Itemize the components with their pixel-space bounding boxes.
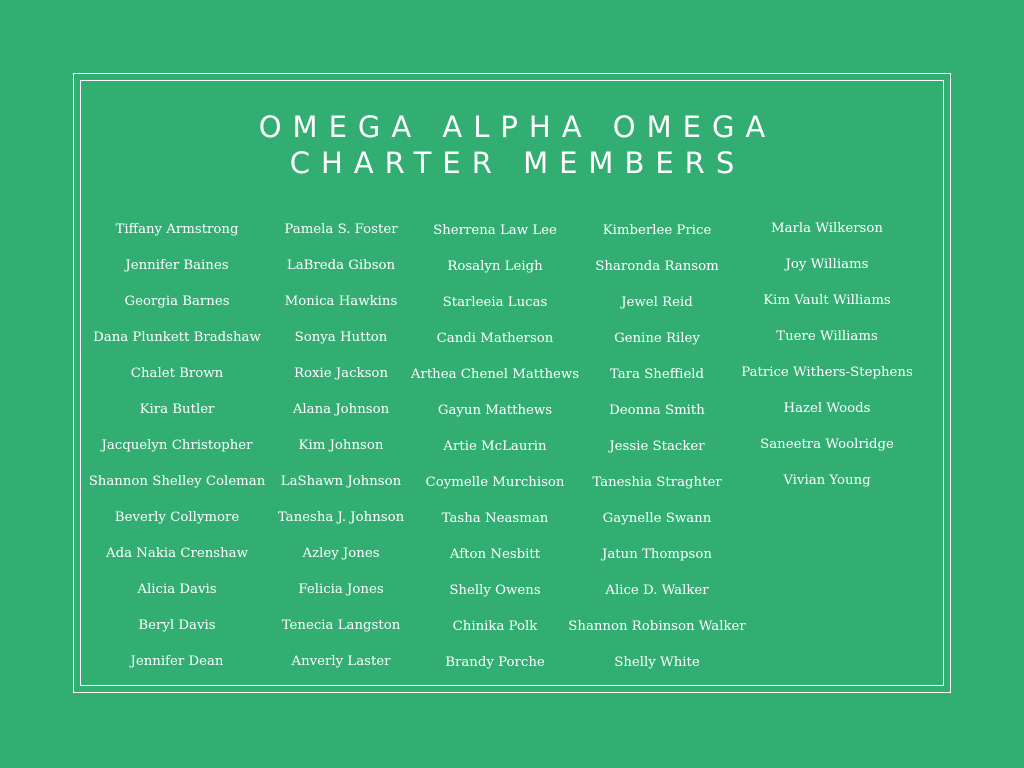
- member-name: Shelly Owens: [449, 583, 541, 598]
- title-line-2: CHARTER MEMBERS: [289, 146, 746, 180]
- member-name: LaShawn Johnson: [280, 474, 402, 489]
- member-name: Shannon Robinson Walker: [568, 619, 746, 634]
- member-name: Jewel Reid: [621, 295, 693, 310]
- member-name: Dana Plunkett Bradshaw: [93, 330, 261, 345]
- member-name: Jatun Thompson: [602, 547, 712, 562]
- member-name: Artie McLaurin: [443, 439, 547, 454]
- member-name: Beryl Davis: [138, 618, 216, 633]
- member-name: Saneetra Woolridge: [760, 437, 894, 452]
- member-name: Starleeia Lucas: [442, 295, 548, 310]
- member-name: Tuere Williams: [776, 329, 878, 344]
- member-name: Arthea Chenel Matthews: [410, 367, 580, 382]
- member-name: Candi Matherson: [436, 331, 554, 346]
- member-name: Jennifer Baines: [125, 258, 229, 273]
- member-name: Kimberlee Price: [602, 223, 712, 238]
- member-name: Jacquelyn Christopher: [101, 438, 253, 453]
- member-name: Gayun Matthews: [437, 403, 553, 418]
- member-name: Genine Riley: [614, 331, 700, 346]
- member-name: Patrice Withers-Stephens: [741, 365, 913, 380]
- member-name: Jessie Stacker: [609, 439, 705, 454]
- member-name: Joy Williams: [785, 257, 869, 272]
- member-column-4: [562, 221, 752, 689]
- member-name: Deonna Smith: [609, 403, 705, 418]
- member-name: Beverly Collymore: [114, 510, 240, 525]
- member-column-5: [732, 219, 922, 507]
- member-name: Anverly Laster: [291, 654, 391, 669]
- member-name: LaBreda Gibson: [286, 258, 396, 273]
- member-name: Sharonda Ransom: [595, 259, 719, 274]
- member-name: Ada Nakia Crenshaw: [106, 546, 248, 561]
- member-name: Vivian Young: [783, 473, 871, 488]
- member-name: Chalet Brown: [130, 366, 224, 381]
- member-name: Alana Johnson: [292, 402, 390, 417]
- member-name: Shannon Shelley Coleman: [88, 474, 266, 489]
- member-name: Alice D. Walker: [605, 583, 709, 598]
- member-name: Taneshia Straghter: [592, 475, 722, 490]
- member-name: Marla Wilkerson: [771, 221, 883, 236]
- member-name: Rosalyn Leigh: [447, 259, 543, 274]
- member-name: Sherrena Law Lee: [433, 223, 557, 238]
- member-name: Brandy Porche: [445, 655, 545, 670]
- member-name: Coymelle Murchison: [425, 475, 565, 490]
- member-name: Tara Sheffield: [609, 367, 705, 382]
- member-name: Kira Butler: [139, 402, 215, 417]
- member-name: Felicia Jones: [298, 582, 384, 597]
- member-name: Tenecia Langston: [281, 618, 401, 633]
- member-name: Chinika Polk: [452, 619, 538, 634]
- member-name: Tasha Neasman: [441, 511, 549, 526]
- member-name: Tanesha J. Johnson: [277, 510, 405, 525]
- member-name: Afton Nesbitt: [449, 547, 541, 562]
- member-name: Pamela S. Foster: [284, 222, 398, 237]
- member-name: Roxie Jackson: [293, 366, 389, 381]
- member-name: Alicia Davis: [137, 582, 217, 597]
- member-name: Shelly White: [614, 655, 700, 670]
- member-name: Jennifer Dean: [130, 654, 224, 669]
- member-name: Kim Johnson: [298, 438, 384, 453]
- member-column-1: [82, 220, 272, 688]
- title-line-1: OMEGA ALPHA OMEGA: [258, 110, 777, 144]
- member-name: Kim Vault Williams: [763, 293, 891, 308]
- member-name: Georgia Barnes: [124, 294, 230, 309]
- member-name: Gaynelle Swann: [602, 511, 712, 526]
- member-name: Monica Hawkins: [284, 294, 398, 309]
- member-name: Sonya Hutton: [294, 330, 388, 345]
- member-name: Tiffany Armstrong: [115, 222, 239, 237]
- member-name: Azley Jones: [302, 546, 380, 561]
- member-name: Hazel Woods: [783, 401, 871, 416]
